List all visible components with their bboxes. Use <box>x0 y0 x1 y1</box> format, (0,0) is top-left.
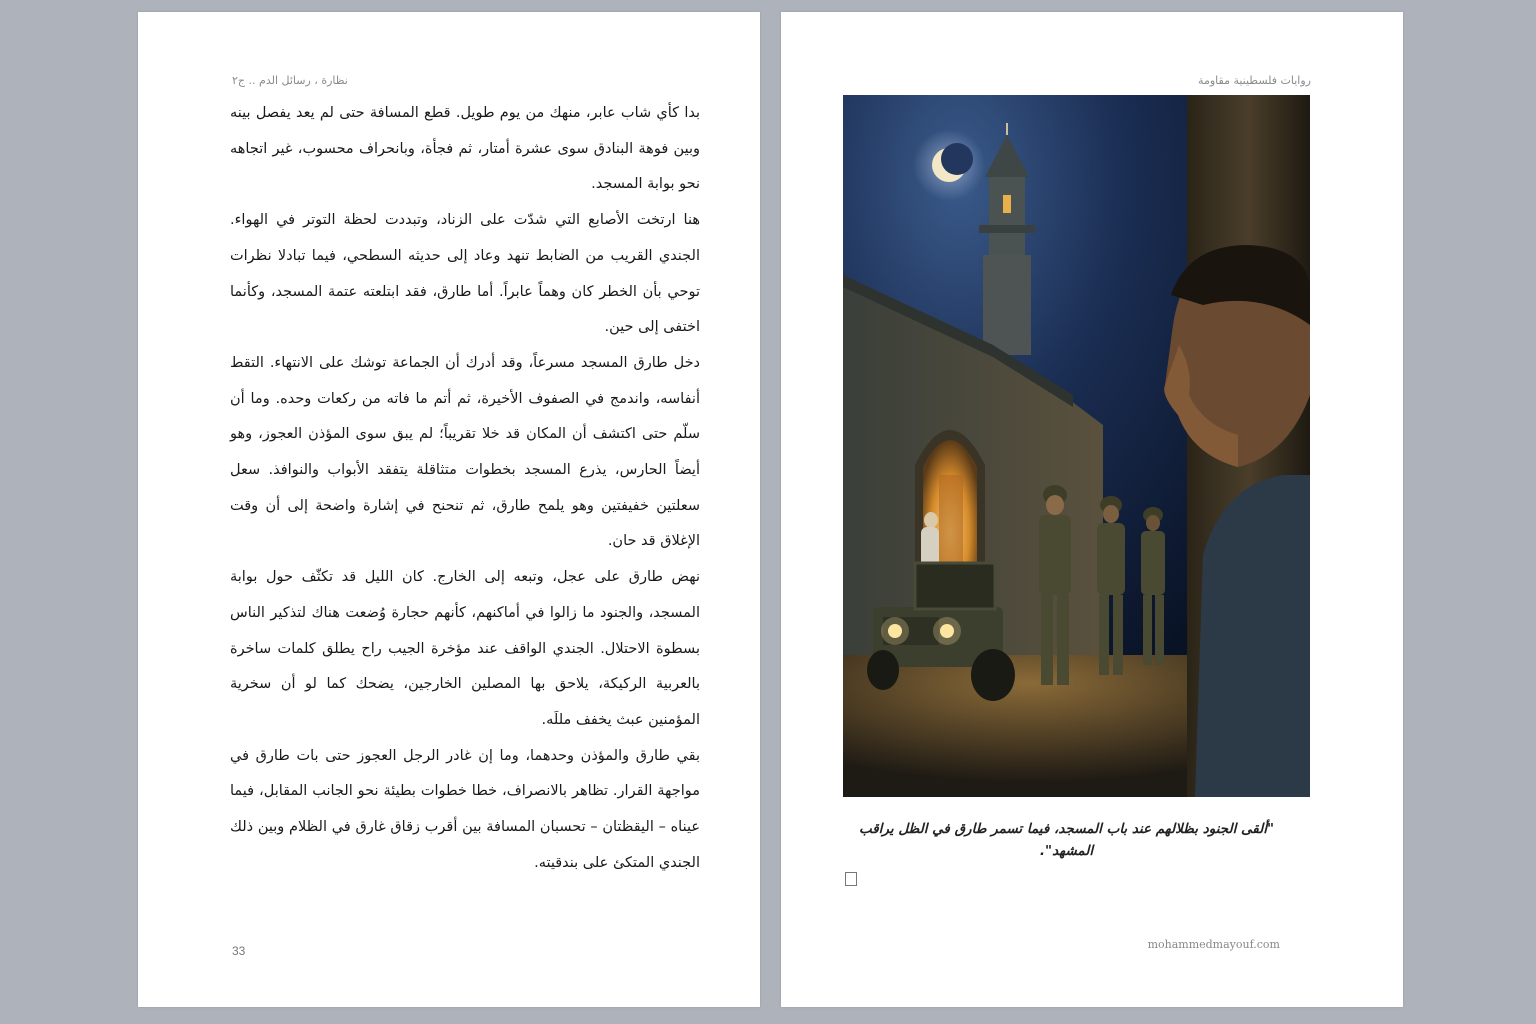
body-text <box>230 96 700 881</box>
running-head: روايات فلسطينية مقاومة <box>1198 74 1311 87</box>
illustration-caption: "ألقى الجنود بظلالهم عند باب المسجد، فيما تسمر طارق في الظل يراقب المشهد". <box>858 821 1275 859</box>
mosque-night-illustration <box>843 95 1310 797</box>
placeholder-box <box>845 872 857 886</box>
paragraph: نهض طارق على عجل، وتبعه إلى الخارج. كان الليل قد تكثّف حول بوابة المسجد، والجنود ما زالوا في أماكنهم، كأنهم حجارة وُضعت هناك لتذكير الناس بسطوة الاحتلال. الجندي الواقف عند مؤخرة الجيب راح يطلق كلمات ساخرة بالعربية الركيكة، يلاحق بها المصلين الخارجين، يضحك كما لو أن سخرية المؤمنين عبث يخفف مللَه. <box>230 569 700 728</box>
paragraph: بدا كأي شاب عابر، منهك من يوم طويل. قطع المسافة حتى لم يعد يفصل بينه وبين فوهة البنادق سوى عشرة أمتار، ثم فجأة، وبانحراف محسوب، غير اتجاهه نحو بوابة المسجد. <box>230 105 700 193</box>
site-url: mohammedmayouf.com <box>1147 938 1280 951</box>
left-page <box>138 12 760 1007</box>
running-head: نظارة ، رسائل الدم .. ج٢ <box>232 74 348 87</box>
page-number: 33 <box>232 944 246 958</box>
paragraph: هنا ارتخت الأصابع التي شدّت على الزناد، وتبددت لحظة التوتر في الهواء. الجندي القريب من الضابط تنهد وعاد إلى حديثه السطحي، فيما تبادلا نظرات توحي بأن الخطر كان وهماً عابراً. أما طارق، فقد ابتلعته عتمة المسجد، وكأنما اختفى إلى حين. <box>230 212 700 336</box>
paragraph: دخل طارق المسجد مسرعاً، وقد أدرك أن الجماعة توشك على الانتهاء. التقط أنفاسه، واندمج في الصفوف الأخيرة، ثم أتم ما فاته من ركعات وحده. وما أن سلّم حتى اكتشف أن المكان قد خلا تقريباً؛ لم يبق سوى المؤذن العجوز، وهو أيضاً الحارس، يذرع المسجد بخطوات متثاقلة يتفقد الأبواب والنوافذ. سعل سعلتين خفيفتين وهو يلمح طارق، ثم تنحنح في إشارة واضحة إلى أن وقت الإغلاق قد حان. <box>230 354 700 550</box>
right-page <box>781 12 1403 1007</box>
paragraph: بقي طارق والمؤذن وحدهما، وما إن غادر الرجل العجوز حتى بات طارق في مواجهة القرار. تظاهر بالانصراف، خطا خطوات بطيئة نحو الجانب المقابل، فيما عيناه – اليقظتان – تحسبان المسافة بين أقرب زقاق غارق في الظلام وبين ذلك الجندي المتكئ على بندقيته. <box>230 747 700 871</box>
